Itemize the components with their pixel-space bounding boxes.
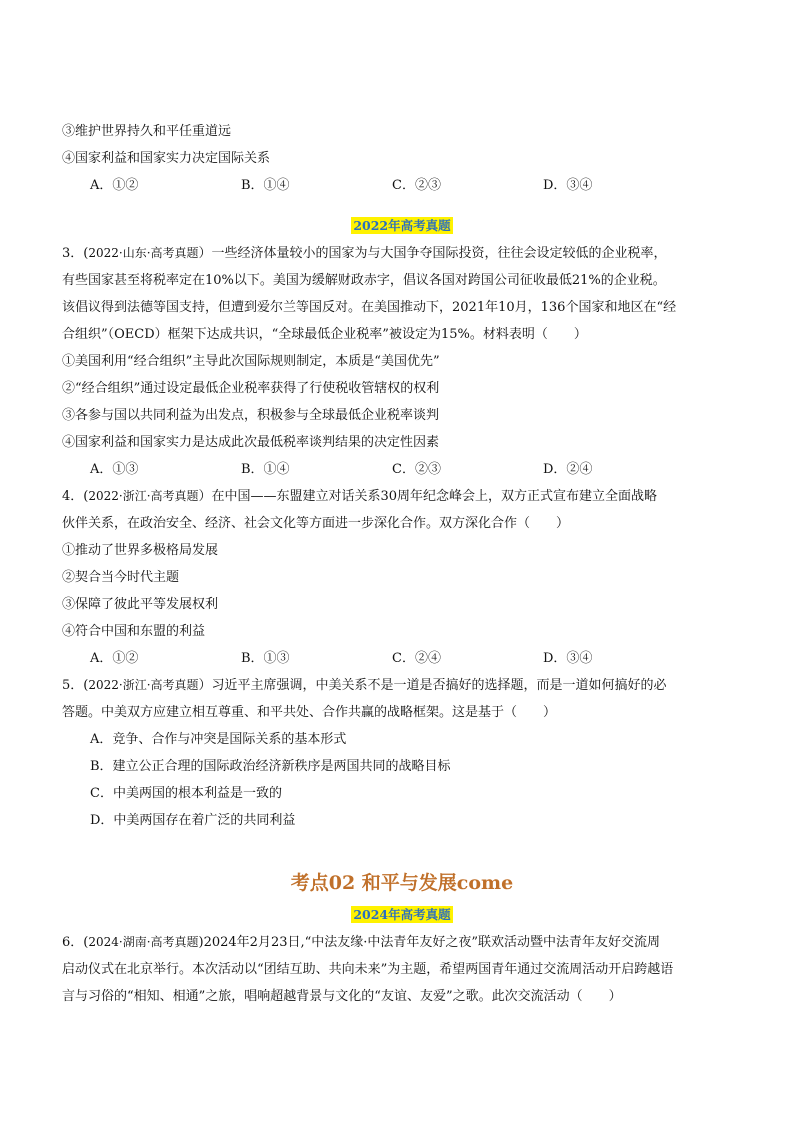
option-c[interactable]: C．②③: [392, 178, 441, 193]
option-a[interactable]: A．①②: [90, 651, 139, 666]
statement-item: ④符合中国和东盟的利益: [62, 624, 206, 639]
option-d[interactable]: D．③④: [543, 178, 593, 193]
question-5: 5．(2022·浙江·高考真题）习近平主席强调，中美关系不是一道是否搞好的选择题，而是一道如何搞好的必 答题。中美双方应建立相互尊重、和平共处、合作共赢的战略框架。这是基于（ ） A．竞争、合作与冲突是国际关系的基本形式 B．建立公正合理的国际政治经济新秩序是两国共同的战略目标 C．中美两国的根本利益是一致的 D．中美两国存在着广泛的共同利益: [62, 672, 742, 834]
top-item: ④国家利益和国家实力决定国际关系: [62, 151, 271, 166]
option-a[interactable]: A．①②: [90, 178, 139, 193]
question-text: 启动仪式在北京举行。本次活动以“团结互助、共向未来”为主题，希望两国青年通过交流周活动开启跨越语: [62, 962, 674, 977]
question-text: 合组织”（OECD）框架下达成共识，“全球最低企业税率”被设定为15%。材料表明（ ）: [62, 327, 587, 342]
question-6: 6．(2024·湖南·高考真题)2024年2月23日,“中法友缘·中法青年友好之夜”联欢活动暨中法青年友好交流周 启动仪式在北京举行。本次活动以“团结互助、共向未来”为主题，希望两国青年通过交流周活动开启跨越语 言与习俗的“相知、相通”之旅，唱响超越背景与文化的“友谊、友爱”之歌。此次交流活动（ ）: [62, 929, 742, 1010]
q3-options: [62, 456, 742, 483]
question-4: 4．(2022·浙江·高考真题）在中国——东盟建立对话关系30周年纪念峰会上，双方正式宣布建立全面战略 伙伴关系，在政治安全、经济、社会文化等方面进一步深化合作。双方深化合作（ ） ①推动了世界多极格局发展 ②契合当今时代主题 ③保障了彼此平等发展权利 ④符合中国和东盟的利益 A．①② B．①③ C．②④ D．③④: [62, 483, 742, 672]
option-b[interactable]: B．①③: [241, 651, 290, 666]
statement-item: ③保障了彼此平等发展权利: [62, 597, 219, 612]
question-source: 2022·浙江·高考真题: [88, 678, 199, 692]
section-label-2022: 2022年高考真题: [353, 218, 451, 233]
statement-item: ②“经合组织”通过设定最低企业税率获得了行使税收管辖权的权利: [62, 381, 440, 396]
question-text: 有些国家甚至将税率定在10%以下。美国为缓解财政赤字，倡议各国对跨国公司征收最低21%的企业税。: [62, 273, 666, 288]
q4-options: [62, 645, 742, 672]
section-label-2024: 2024年高考真题: [353, 907, 451, 922]
question-text: 言与习俗的“相知、相通”之旅，唱响超越背景与文化的“友谊、友爱”之歌。此次交流活动（ ）: [62, 989, 622, 1004]
question-text: 答题。中美双方应建立相互尊重、和平共处、合作共赢的战略框架。这是基于（ ）: [62, 705, 557, 720]
document-page: [62, 118, 742, 1010]
top-item: ③维护世界持久和平任重道远: [62, 124, 232, 139]
question-source: 2022·浙江·高考真题: [88, 489, 199, 503]
statement-item: ①美国利用“经合组织”主导此次国际规则制定，本质是“美国优先”: [62, 354, 440, 369]
option-d[interactable]: D．③④: [543, 651, 593, 666]
q2-options: [62, 172, 742, 199]
statement-item: ①推动了世界多极格局发展: [62, 543, 219, 558]
statement-item: ②契合当今时代主题: [62, 570, 180, 585]
choice-b[interactable]: B．建立公正合理的国际政治经济新秩序是两国共同的战略目标: [90, 759, 451, 774]
choice-c[interactable]: C．中美两国的根本利益是一致的: [90, 786, 282, 801]
question-source: 2024·湖南·高考真题: [88, 935, 199, 949]
question-text: 伙伴关系，在政治安全、经济、社会文化等方面进一步深化合作。双方深化合作（ ）: [62, 516, 570, 531]
option-c[interactable]: C．②④: [392, 651, 441, 666]
section-heading: 考点02 和平与发展come: [290, 872, 514, 894]
option-d[interactable]: D．②④: [543, 462, 593, 477]
option-b[interactable]: B．①④: [241, 178, 290, 193]
question-text: 该倡议得到法德等国支持，但遭到爱尔兰等国反对。在美国推动下，2021年10月，136个国家和地区在“经: [62, 300, 677, 315]
statement-item: ④国家利益和国家实力是达成此次最低税率谈判结果的决定性因素: [62, 435, 440, 450]
choice-a[interactable]: A．竞争、合作与冲突是国际关系的基本形式: [90, 732, 347, 747]
choice-d[interactable]: D．中美两国存在着广泛的共同利益: [90, 813, 296, 828]
option-a[interactable]: A．①③: [90, 462, 139, 477]
option-c[interactable]: C．②③: [392, 462, 441, 477]
option-b[interactable]: B．①④: [241, 462, 290, 477]
question-source: 2022·山东·高考真题: [88, 246, 199, 260]
statement-item: ③各参与国以共同利益为出发点，积极参与全球最低企业税率谈判: [62, 408, 440, 423]
question-3: 3．(2022·山东·高考真题）一些经济体量较小的国家为与大国争夺国际投资，往往会设定较低的企业税率， 有些国家甚至将税率定在10%以下。美国为缓解财政赤字，倡议各国对跨国公司征收最低21%的企业税。 该倡议得到法德等国支持，但遭到爱尔兰等国反对。在美国推动下，2021年10月，136个国家和地区在“经 合组织”（OECD）框架下达成共识，“全球最低企业税率”被设定为15%。材料表明（ ） ①美国利用“经合组织”主导此次国际规则制定，本质是“美国优先” ②“经合组织”通过设定最低企业税率获得了行使税收管辖权的权利 ③各参与国以共同利益为出发点，积极参与全球最低企业税率谈判 ④国家利益和国家实力是达成此次最低税率谈判结果的决定性因素 A．①③ B．①④ C．②③ D．②④: [62, 240, 742, 483]
